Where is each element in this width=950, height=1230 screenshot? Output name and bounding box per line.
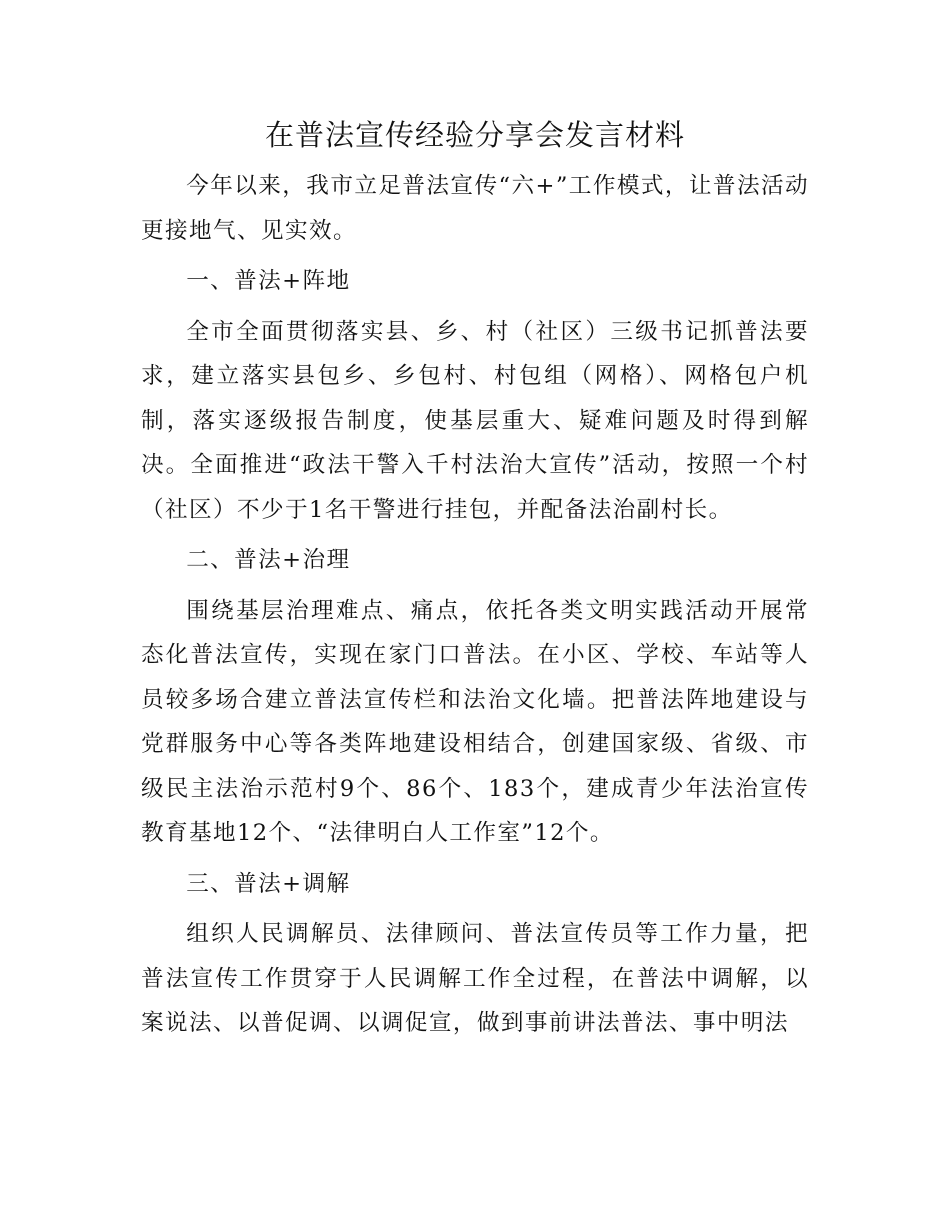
section-body-3: 组织人民调解员、法律顾问、普法宣传员等工作力量，把普法宣传工作贯穿于人民调解工作全过程，在普法中调解，以案说法、以普促调、以调促宣，做到事前讲法普法、事中明法 — [141, 921, 809, 1036]
section-heading-1: 一、普法+阵地 — [186, 268, 351, 294]
section-body-2: 围绕基层治理难点、痛点，依托各类文明实践活动开展常态化普法宣传，实现在家门口普法。在小区、学校、车站等人员较多场合建立普法宣传栏和法治文化墙。把普法阵地建设与党群服务中心等各类阵地建设相结合，创建国家级、省级、市级民主法治示范村9个、86个、183个，建成青少年法治宣传教育基地12个、“法律明白人工作室”12个。 — [141, 597, 809, 846]
section-body-1: 全市全面贯彻落实县、乡、村（社区）三级书记抓普法要求，建立落实县包乡、乡包村、村包组（网格）、网格包户机制，落实逐级报告制度，使基层重大、疑难问题及时得到解决。全面推进“政法干警入千村法治大宣传”活动，按照一个村（社区）不少于1名干警进行挂包，并配备法治副村长。 — [141, 318, 809, 523]
document-title: 在普法宣传经验分享会发言材料 — [264, 118, 685, 152]
intro-paragraph: 今年以来，我市立足普法宣传“六+”工作模式，让普法活动更接地气、见实效。 — [141, 173, 809, 244]
section-heading-2: 二、普法+治理 — [186, 547, 351, 573]
document-page — [141, 112, 809, 1052]
section-heading-3: 三、普法+调解 — [186, 870, 351, 897]
